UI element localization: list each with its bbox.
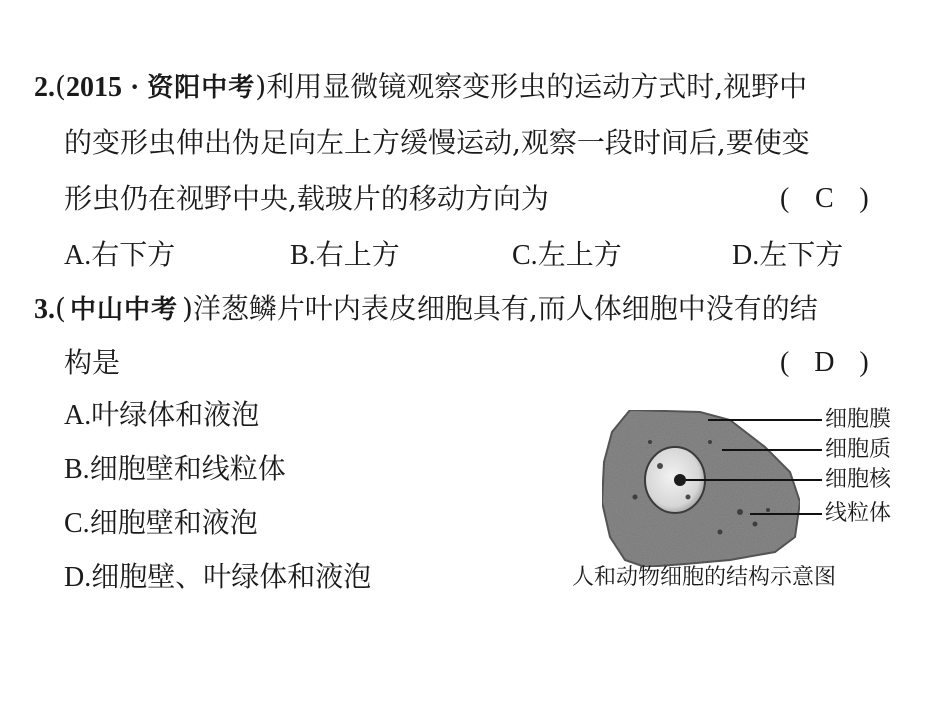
q2-number-dot: . xyxy=(48,72,55,103)
q2-option-letter: B. xyxy=(290,240,316,271)
label-cell-membrane: 细胞膜 xyxy=(825,407,892,432)
q2-source-dot: · xyxy=(129,72,140,103)
q2-source-name: 资阳中考 xyxy=(147,73,256,103)
q2-line2 xyxy=(64,126,810,160)
chromatin-dot xyxy=(657,463,663,469)
q3-option-d[interactable] xyxy=(64,560,371,595)
q3-number: 3 xyxy=(34,294,48,325)
q2-stem-line1: 利用显微镜观察变形虫的运动方式时,视野中 xyxy=(266,70,808,103)
q3-source-name: 中山中考 xyxy=(69,295,178,325)
q3-option-c[interactable] xyxy=(64,506,258,541)
q2-option-text: 左下方 xyxy=(759,238,844,271)
q3-line2 xyxy=(64,346,120,380)
q3-option-letter: C. xyxy=(64,508,90,539)
q2-option-c[interactable] xyxy=(512,238,622,273)
nucleolus xyxy=(674,474,686,486)
q2-line1 xyxy=(34,70,807,105)
q2-stem-line3: 形虫仍在视野中央,载玻片的移动方向为 xyxy=(64,182,549,215)
q2-option-letter: C. xyxy=(512,240,538,271)
q3-number-dot: . xyxy=(48,294,55,325)
q2-answer-bracket xyxy=(780,182,869,216)
q2-source-open: ( xyxy=(55,70,66,103)
q2-line3 xyxy=(64,182,549,216)
q2-option-a[interactable] xyxy=(64,238,175,273)
q3-line1 xyxy=(34,292,818,327)
q3-option-letter: D. xyxy=(64,562,92,593)
q2-answer: C xyxy=(814,183,834,214)
q3-option-text: 细胞壁和线粒体 xyxy=(89,452,286,485)
q3-stem-line2: 构是 xyxy=(64,346,121,379)
q3-source-close: ) xyxy=(181,292,193,325)
q3-option-b[interactable] xyxy=(64,452,286,487)
q3-option-text: 细胞壁和液泡 xyxy=(89,506,258,539)
q3-answer-open: ( xyxy=(780,347,790,378)
q2-number: 2 xyxy=(34,72,48,103)
q3-option-letter: B. xyxy=(64,454,90,485)
figure-caption: 人和动物细胞的结构示意图 xyxy=(572,565,837,590)
q2-source-year: 2015 xyxy=(65,72,122,103)
q2-option-text: 右下方 xyxy=(91,238,176,271)
q2-option-d[interactable] xyxy=(732,238,843,273)
q3-option-a[interactable] xyxy=(64,398,259,433)
q2-option-text: 左上方 xyxy=(537,238,622,271)
q3-option-text: 细胞壁、叶绿体和液泡 xyxy=(91,560,372,593)
chromatin-dot xyxy=(686,495,691,500)
q3-answer-close: ) xyxy=(859,347,869,378)
q2-stem-line2: 的变形虫伸出伪足向左上方缓慢运动,观察一段时间后,要使变 xyxy=(64,126,810,159)
q2-option-text: 右上方 xyxy=(315,238,400,271)
q2-answer-close: ) xyxy=(859,183,869,214)
label-nucleus: 细胞核 xyxy=(825,467,892,492)
q3-stem-line1: 洋葱鳞片叶内表皮细胞具有,而人体细胞中没有的结 xyxy=(192,292,818,325)
q3-answer-bracket xyxy=(780,346,869,380)
q2-source-close: ) xyxy=(255,70,267,103)
q2-option-letter: A. xyxy=(64,240,92,271)
label-mitochondria: 线粒体 xyxy=(825,501,892,526)
q3-option-letter: A. xyxy=(64,400,92,431)
q3-answer: D xyxy=(814,347,835,378)
q2-option-b[interactable] xyxy=(290,238,400,273)
label-cytoplasm: 细胞质 xyxy=(825,437,892,462)
q3-source-open: ( xyxy=(55,292,66,325)
q3-option-text: 叶绿体和液泡 xyxy=(91,398,260,431)
q2-answer-open: ( xyxy=(780,183,790,214)
q2-option-letter: D. xyxy=(732,240,760,271)
